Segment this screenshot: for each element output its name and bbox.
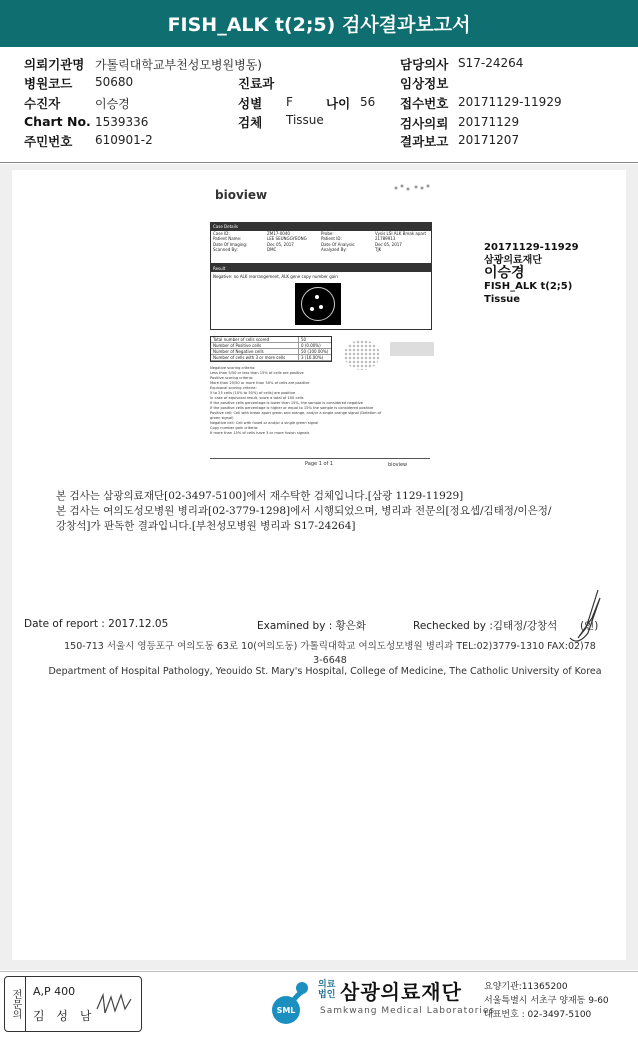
stats-cell: 0 (0.00%) bbox=[301, 343, 321, 348]
stats-cell: 50 (100.00%) bbox=[301, 349, 329, 354]
stats-cell: Number of Negative cells bbox=[211, 349, 299, 354]
thumbnail-strip bbox=[390, 342, 434, 356]
info-value: F bbox=[286, 95, 293, 109]
specialist-label: 전문의 bbox=[5, 977, 26, 1031]
info-label: 진료과 bbox=[238, 76, 275, 91]
case-cell: Scanned By: bbox=[213, 247, 238, 252]
stats-cell: Number of cells with 3 or more cells bbox=[211, 355, 299, 360]
result-title: Result bbox=[211, 265, 431, 272]
note-line: Negative scoring criteria: bbox=[210, 366, 256, 370]
stats-cell: 50 bbox=[301, 337, 307, 342]
note-line: Negative cell: Cell with fused or and/or a single green signal bbox=[210, 421, 319, 425]
note-line: If the positive cells percentage is lower than 15%, the sample is considered negative bbox=[210, 401, 363, 405]
case-cell: TJK bbox=[375, 247, 382, 252]
note-line: Positive scoring criteria: bbox=[210, 376, 254, 380]
bioview-footer-logo: bioview bbox=[388, 462, 408, 468]
report-title: FISH_ALK t(2;5) 검사결과보고서 bbox=[0, 0, 638, 47]
info-label: 결과보고 bbox=[400, 134, 449, 149]
info-value: 가톨릭대학교부천성모병원병동) bbox=[95, 58, 262, 72]
note-line: In case of equivocal result, score a total of 100 cells bbox=[210, 396, 304, 400]
note-line: More than 25/50 or more than 50% of cells are positive bbox=[210, 381, 310, 385]
body-line: 강창석]가 판독한 결과입니다.[부천성모병원 병리과 S17-24264] bbox=[56, 520, 356, 532]
info-label: 주민번호 bbox=[24, 134, 73, 149]
info-value: 20171129 bbox=[458, 115, 520, 129]
stamp-org: 삼광의료재단 bbox=[484, 255, 542, 266]
info-value: 20171129-11929 bbox=[458, 95, 562, 109]
note-line: If the positive cells percentage is higher or equal to 15% the sample is considered positive bbox=[210, 406, 374, 410]
case-cell: Probe: bbox=[321, 230, 334, 236]
note-line: Positive cell: Cell with break apart green and orange, and/or a single orange signal (Deletion of green signal) bbox=[210, 411, 382, 420]
info-value: 1539336 bbox=[95, 115, 149, 129]
info-value: S17-24264 bbox=[458, 56, 524, 70]
case-cell: Patient ID: bbox=[321, 236, 342, 241]
case-details-box bbox=[210, 222, 432, 264]
patient-info bbox=[0, 49, 638, 161]
case-cell: 21789913 bbox=[375, 236, 396, 241]
stamp-patient: 이승경 bbox=[484, 265, 525, 281]
case-cell: Vysis LSI ALK Break apart bbox=[375, 230, 427, 236]
stats-cell: Total number of cells scored bbox=[211, 337, 299, 342]
note-line: 5 to 25 cells (10% to 50%) of cells) are positive bbox=[210, 391, 296, 395]
note-line: Equivocal scoring criteria: bbox=[210, 386, 257, 390]
result-text: Negative: no ALK rearrangement, ALK gene copy number gain bbox=[213, 274, 338, 279]
info-value: 56 bbox=[360, 95, 376, 109]
info-label: 검사의뢰 bbox=[400, 116, 449, 131]
stats-row bbox=[211, 355, 331, 361]
report-body bbox=[56, 489, 586, 534]
stats-cell: 3 (16.00%) bbox=[301, 355, 324, 360]
signature-icon bbox=[548, 588, 608, 648]
date-of-report: Date of report : 2017.12.05 bbox=[24, 618, 169, 630]
info-label: 성별 bbox=[238, 96, 263, 111]
page-number: Page 1 of 1 bbox=[305, 461, 334, 467]
ap-code: A,P 400 bbox=[33, 985, 76, 998]
info-label: 나이 bbox=[326, 96, 351, 111]
pathologist-box bbox=[4, 976, 142, 1032]
case-row bbox=[211, 247, 431, 253]
stats-cell: Number of Positive cells bbox=[211, 343, 299, 348]
doctor-name: 김 성 남 bbox=[33, 1009, 96, 1023]
rechecked-by: Rechecked by :김태정/강창석 bbox=[413, 620, 558, 632]
corp-info: 요양기관:11365200 서울특별시 서초구 양재동 9-60 대표번호 : 02-3497-5100 bbox=[484, 982, 609, 1020]
case-cell: Analyzed By: bbox=[321, 247, 347, 252]
scoring-notes bbox=[210, 366, 390, 436]
body-line: 본 검사는 삼광의료재단[02-3497-5100]에서 재수탁한 검체입니다.[삼광 1129-11929] bbox=[56, 490, 464, 502]
stamp-accession: 20171129-11929 bbox=[484, 242, 579, 253]
info-label: 수진자 bbox=[24, 96, 61, 111]
cell-stats-table bbox=[210, 336, 332, 362]
info-label: 임상정보 bbox=[400, 76, 449, 91]
bioview-logo: bioview bbox=[215, 188, 268, 202]
hospital-address: 150-713 서울시 영등포구 여의도동 63로 10(여의도동) 가톨릭대학교 여의도성모병원 병리과 TEL:02)3779-1310 FAX:02)78 3-6648 bbox=[64, 641, 596, 666]
doctor-signature-icon bbox=[93, 989, 133, 1019]
info-value: 이승경 bbox=[95, 97, 130, 111]
specimen-stamp bbox=[484, 241, 579, 306]
divider bbox=[0, 162, 638, 163]
case-cell: Dec 05, 2017 bbox=[375, 241, 402, 247]
department-line: Department of Hospital Pathology, Yeouido St. Mary's Hospital, College of Medicine, The Catholic University of Korea bbox=[48, 666, 602, 677]
body-line: 본 검사는 여의도성모병원 병리과[02-3779-1298]에서 시행되었으며, 병리과 전문의[정요셉/김태정/이은정/ bbox=[56, 505, 552, 517]
stamp-specimen: Tissue bbox=[484, 294, 521, 305]
case-cell: Date Of Analysis: bbox=[321, 241, 356, 247]
case-cell: ZM17-0040 bbox=[267, 230, 290, 236]
examined-by: Examined by : 황은화 bbox=[257, 620, 367, 632]
note-line: Copy number gain criteria: bbox=[210, 426, 259, 430]
note-line: Less than 5/50 or less than 15% of cells are positive bbox=[210, 371, 304, 375]
info-label: 의뢰기관명 bbox=[24, 57, 85, 72]
case-details-title: Case Details bbox=[211, 223, 431, 231]
case-cell: Case ID: bbox=[213, 230, 230, 236]
corp-name: 삼광의료재단 bbox=[340, 980, 462, 1004]
info-label: 접수번호 bbox=[400, 96, 449, 111]
info-value: 50680 bbox=[95, 75, 134, 89]
note-line: If more than 15% of cells have 3 or more fusion signals bbox=[210, 431, 310, 435]
corp-prefix: 의료 법인 bbox=[318, 980, 336, 1000]
info-label: Chart No. bbox=[24, 114, 91, 129]
case-cell: DMC bbox=[267, 247, 277, 252]
svg-text:SML: SML bbox=[276, 1006, 296, 1015]
decorative-dots-icon bbox=[392, 183, 432, 193]
info-value: Tissue bbox=[286, 113, 324, 127]
info-label: 검체 bbox=[238, 115, 263, 130]
fish-cell-image bbox=[295, 283, 341, 325]
case-cell: Dec 05, 2017 bbox=[267, 241, 294, 247]
sml-logo-icon bbox=[268, 978, 316, 1026]
seal-mark: (인) bbox=[580, 620, 599, 632]
stamp-test: FISH_ALK t(2;5) bbox=[484, 281, 573, 292]
info-label: 병원코드 bbox=[24, 76, 73, 91]
info-value: 610901-2 bbox=[95, 133, 153, 147]
scan-footer-line bbox=[210, 458, 430, 459]
case-cell: Date Of Imaging: bbox=[213, 241, 248, 247]
corp-english: Samkwang Medical Laboratories bbox=[320, 1006, 496, 1016]
info-label: 담당의사 bbox=[400, 57, 449, 72]
case-cell: Patient Name: bbox=[213, 236, 242, 241]
case-cell: LEE SEUNGGYEONG bbox=[267, 236, 307, 241]
info-value: 20171207 bbox=[458, 133, 520, 147]
